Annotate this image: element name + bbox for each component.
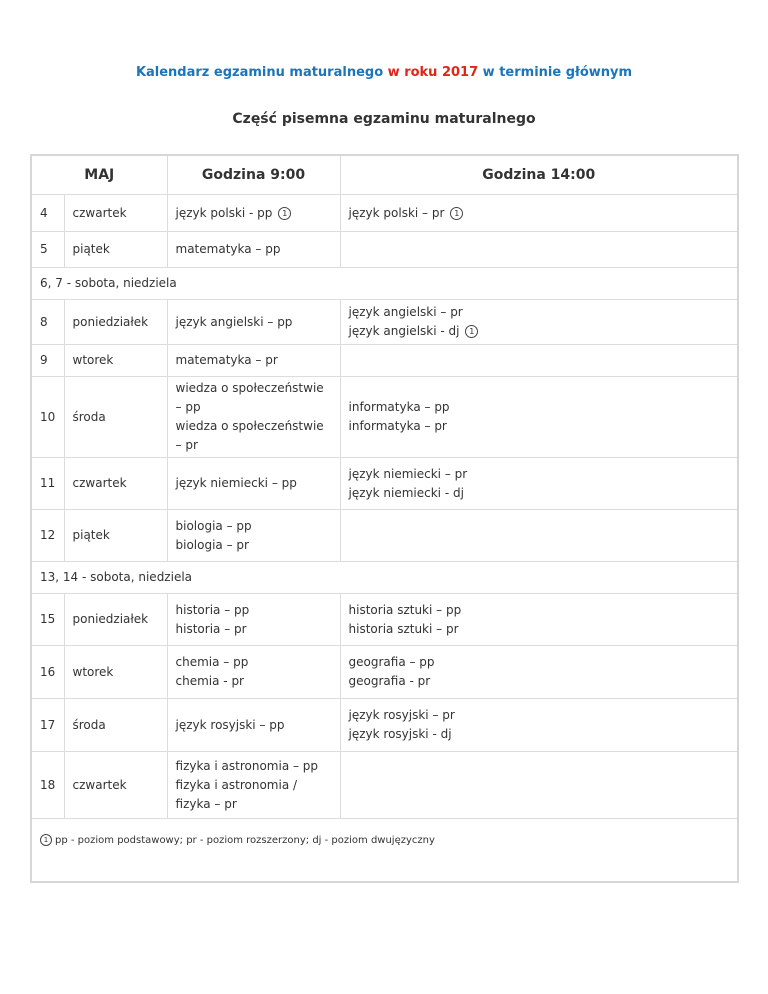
exam-day-row	[31, 699, 738, 752]
exam-subject: biologia – pp	[175, 518, 252, 533]
exam-day-row	[31, 458, 738, 510]
weekday: czwartek	[64, 195, 167, 232]
exam-subject: historia sztuki – pp	[348, 602, 462, 617]
footnote-marker-icon: 1	[278, 207, 291, 220]
footnote	[31, 819, 738, 883]
exam-entry	[349, 322, 730, 341]
exam-entry	[176, 517, 332, 536]
weekday: piątek	[64, 510, 167, 562]
weekend-label: 13, 14 - sobota, niedziela	[31, 562, 738, 594]
exam-entry	[176, 716, 332, 735]
morning-exams	[167, 752, 340, 819]
exam-subject: język angielski – pp	[175, 314, 293, 329]
exam-entry	[176, 313, 332, 332]
exam-subject: wiedza o społeczeństwie – pr	[175, 419, 324, 452]
header-month: MAJ	[31, 155, 167, 195]
schedule-body	[31, 195, 738, 819]
exam-entry	[176, 351, 332, 370]
exam-day-row	[31, 752, 738, 819]
afternoon-exams	[340, 232, 738, 268]
morning-exams	[167, 232, 340, 268]
afternoon-exams	[340, 300, 738, 345]
exam-subject: historia sztuki – pr	[348, 621, 459, 636]
weekday: środa	[64, 699, 167, 752]
morning-exams	[167, 594, 340, 646]
exam-subject: język angielski - dj	[348, 324, 460, 338]
exam-entry	[176, 757, 332, 776]
exam-day-row	[31, 300, 738, 345]
weekday: czwartek	[64, 752, 167, 819]
exam-subject: język polski – pr	[348, 205, 445, 220]
exam-day-row	[31, 232, 738, 268]
exam-subject: geografia - pr	[348, 674, 431, 688]
exam-subject: język rosyjski – pr	[348, 708, 455, 722]
exam-subject: język niemiecki – pr	[348, 466, 468, 481]
exam-entry	[349, 398, 730, 417]
exam-subject: historia – pr	[175, 621, 247, 636]
weekend-row	[31, 268, 738, 300]
exam-day-row	[31, 646, 738, 699]
exam-subject: biologia – pr	[175, 537, 249, 552]
afternoon-exams	[340, 345, 738, 377]
day-number: 8	[31, 300, 64, 345]
footnote-text: pp - poziom podstawowy; pr - poziom rozszerzony; dj - poziom dwujęzyczny	[55, 835, 435, 846]
header-row	[31, 155, 738, 195]
exam-subject: fizyka i astronomia / fizyka – pr	[175, 777, 298, 811]
afternoon-exams	[340, 646, 738, 699]
exam-day-row	[31, 510, 738, 562]
exam-subject: język polski - pp	[175, 205, 273, 220]
exam-subject: matematyka – pp	[175, 242, 281, 256]
weekday: wtorek	[64, 345, 167, 377]
exam-entry	[176, 536, 332, 555]
exam-entry	[176, 204, 332, 223]
weekend-label: 6, 7 - sobota, niedziela	[31, 268, 738, 300]
exam-entry	[349, 465, 730, 484]
exam-entry	[349, 204, 730, 223]
exam-subject: język rosyjski – pp	[175, 717, 285, 732]
afternoon-exams	[340, 699, 738, 752]
exam-subject: język angielski – pr	[348, 305, 463, 319]
exam-entry	[349, 620, 730, 639]
document-subtitle: Część pisemna egzaminu maturalnego	[232, 111, 536, 127]
exam-entry	[349, 725, 730, 744]
day-number: 16	[31, 646, 64, 699]
exam-entry	[349, 303, 730, 322]
exam-subject: język niemiecki – pp	[175, 476, 297, 490]
day-number: 15	[31, 594, 64, 646]
day-number: 12	[31, 510, 64, 562]
exam-day-row	[31, 195, 738, 232]
day-number: 4	[31, 195, 64, 232]
exam-entry	[176, 240, 332, 259]
header-afternoon: Godzina 14:00	[340, 155, 738, 195]
exam-subject: język rosyjski - dj	[348, 727, 452, 741]
document-title	[0, 65, 768, 80]
morning-exams	[167, 699, 340, 752]
afternoon-exams	[340, 510, 738, 562]
exam-entry	[349, 706, 730, 725]
morning-exams	[167, 458, 340, 510]
morning-exams	[167, 345, 340, 377]
morning-exams	[167, 646, 340, 699]
day-number: 9	[31, 345, 64, 377]
footnote-marker-icon: 1	[465, 325, 478, 338]
exam-entry	[176, 653, 332, 672]
exam-subject: język niemiecki - dj	[348, 485, 464, 500]
header-morning: Godzina 9:00	[167, 155, 340, 195]
weekend-row	[31, 562, 738, 594]
exam-entry	[349, 653, 730, 672]
title-part-1: Kalendarz egzaminu maturalnego	[135, 65, 388, 80]
weekday: środa	[64, 377, 167, 458]
exam-subject: informatyka – pp	[348, 400, 450, 414]
weekday: piątek	[64, 232, 167, 268]
afternoon-exams	[340, 377, 738, 458]
exam-subject: historia – pp	[175, 602, 250, 617]
exam-day-row	[31, 594, 738, 646]
weekday: czwartek	[64, 458, 167, 510]
exam-entry	[176, 672, 332, 691]
exam-entry	[176, 620, 332, 639]
exam-entry	[176, 601, 332, 620]
exam-schedule-table	[30, 154, 739, 883]
exam-subject: matematyka – pr	[175, 353, 278, 367]
title-year: w roku 2017	[387, 65, 479, 80]
weekday: poniedziałek	[64, 300, 167, 345]
afternoon-exams	[340, 594, 738, 646]
weekday: poniedziałek	[64, 594, 167, 646]
exam-entry	[349, 601, 730, 620]
exam-entry	[349, 672, 730, 691]
exam-subject: geografia – pp	[348, 655, 435, 669]
day-number: 10	[31, 377, 64, 458]
afternoon-exams	[340, 458, 738, 510]
day-number: 17	[31, 699, 64, 752]
footnote-row	[31, 819, 738, 883]
exam-subject: chemia - pr	[175, 674, 244, 688]
exam-subject: informatyka – pr	[348, 419, 447, 433]
day-number: 18	[31, 752, 64, 819]
footnote-marker-icon: 1	[40, 834, 52, 846]
exam-entry	[349, 417, 730, 436]
exam-subject: wiedza o społeczeństwie – pp	[175, 381, 324, 414]
exam-entry	[176, 776, 332, 814]
footnote-marker-icon: 1	[450, 207, 463, 220]
exam-entry	[349, 484, 730, 503]
exam-entry	[176, 417, 332, 455]
exam-entry	[176, 474, 332, 493]
exam-subject: chemia – pp	[175, 655, 249, 669]
day-number: 5	[31, 232, 64, 268]
title-part-3: w terminie głównym	[478, 65, 633, 80]
day-number: 11	[31, 458, 64, 510]
afternoon-exams	[340, 752, 738, 819]
exam-entry	[176, 379, 332, 417]
morning-exams	[167, 377, 340, 458]
morning-exams	[167, 510, 340, 562]
afternoon-exams	[340, 195, 738, 232]
weekday: wtorek	[64, 646, 167, 699]
morning-exams	[167, 300, 340, 345]
morning-exams	[167, 195, 340, 232]
exam-subject: fizyka i astronomia – pp	[175, 758, 319, 773]
exam-day-row	[31, 345, 738, 377]
exam-day-row	[31, 377, 738, 458]
